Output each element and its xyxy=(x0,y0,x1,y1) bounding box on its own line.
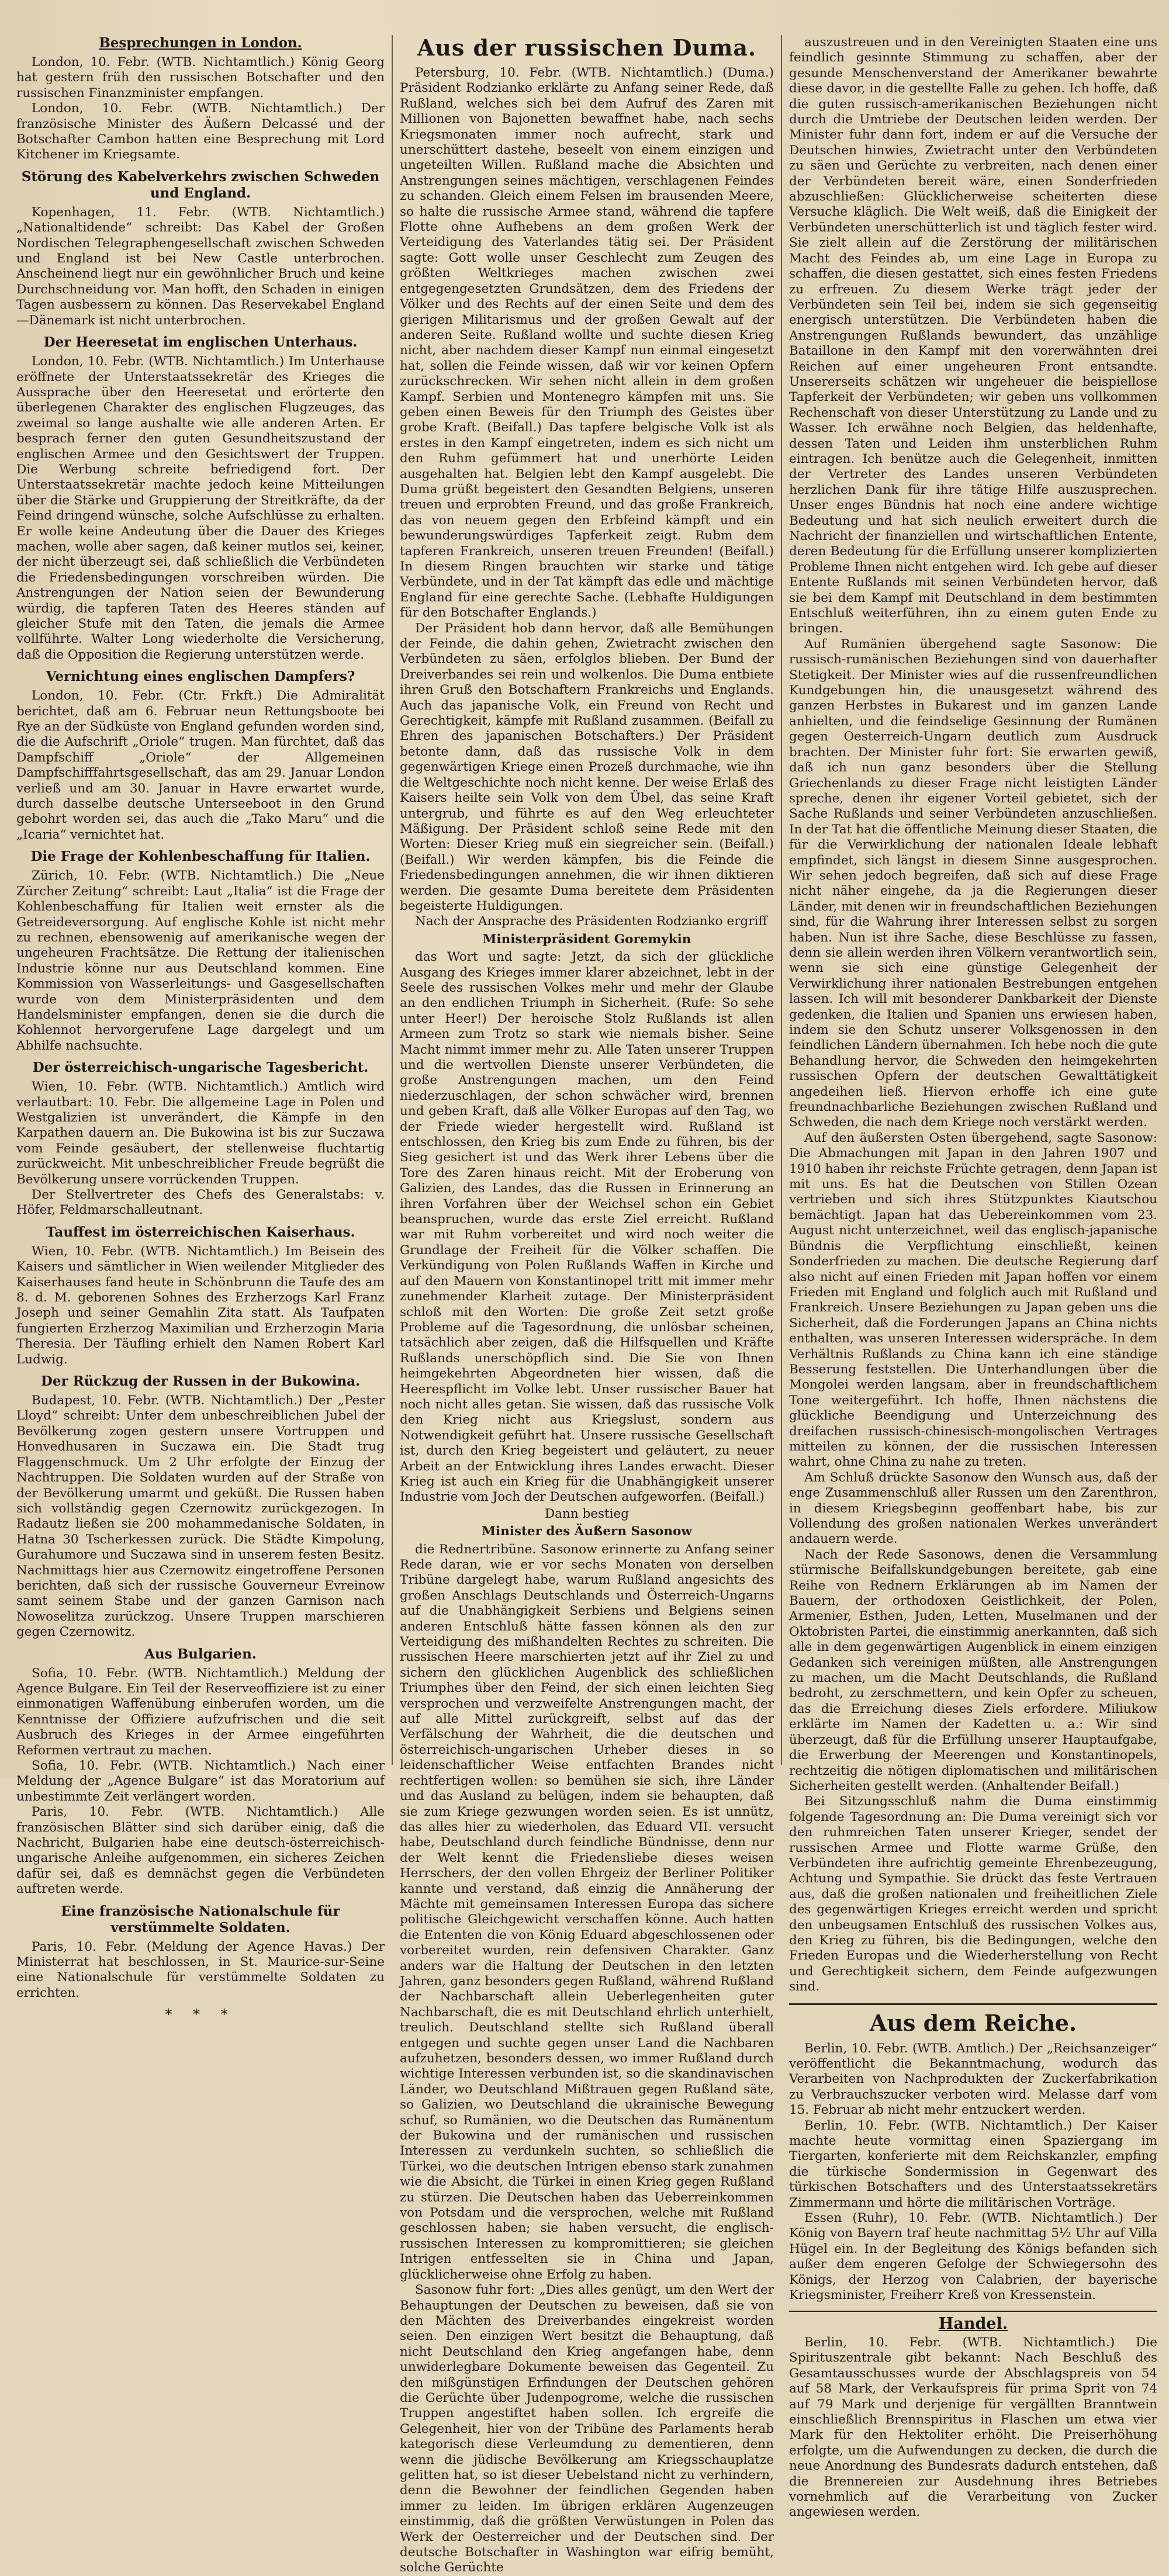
article-paragraph: das Wort und sagte: Jetzt, da sich der glückliche Ausgang des Krieges immer klarer abzeichnet, lebt in der Seele des russischen Volkes mehr und mehr der Glaube an den endlichen Triumph in Sicherheit. (Rufe: So sehe unter Heer!) Der heroische Stolz Rußlands ist allen Armeen zum Trotz so stark wie niemals bisher. Seine Macht nimmt immer mehr zu. Alle Taten unserer Truppen und die wertvollen Dienste unserer Verbündeten, die große Anstrengungen machen, um den Feind niederzuschlagen, der schon schwächer wird, brennen und geben Kraft, daß alle Völker Europas auf den Tag, wo der Friede wieder hergestellt wird. Rußland ist entschlossen, den Krieg bis zum Ende zu führen, bis der Sieg gesichert ist und das Werk ihrer Lebens über die Tore des Zaren hinaus reicht. Mit der Eroberung von Galizien, des Landes, das die Russen in Erinnerung an ihren Vorfahren über der Weichsel schon ein Gebiet beanspruchen, wurde das erste Ziel erreicht. Rußland war mit Ruhm vorbereitet und wird noch weiter die Grundlage der Freiheit für die Völker schaffen. Die Verkündigung von Polen Rußlands Waffen in Kirche und auf den Mauern von Konstantinopel tritt mit immer mehr zunehmender Klarheit zutage. Der Ministerpräsident schloß mit den Worten: Die große Zeit setzt große Probleme auf die Tagesordnung, die unlösbar scheinen, tatsächlich aber zeigen, daß die Hilfsquellen und Kräfte Rußlands unerschöpflich sind. Die Sie von Ihnen heimgekehrten Abgeordneten hier wissen, daß die Heerespflicht im Volke lebt. Unser russischer Bauer hat noch nicht alles getan. Sie wissen, daß das russische Volk den Krieg nicht aus Kriegslust, sondern aus Notwendigkeit geführt hat. Unsere russische Gesellschaft ist, durch den Krieg begeistert und geläutert, zu neuer Arbeit an der Entwicklung ihres Landes erwacht. Dieser Krieg ist auch ein Krieg für die Unabhängigkeit unserer Industrie vom Joch der Deutschen aufgeworfen. (Beifall.) xyxy=(400,950,774,1505)
article-paragraph: London, 10. Febr. (WTB. Nichtamtlich.) Der französische Minister des Äußern Delcassé und der Botschafter Cambon hatten eine Besprechung mit Lord Kitchener im Kriegsamte. xyxy=(16,101,385,162)
article-paragraph: London, 10. Febr. (WTB. Nichtamtlich.) König Georg hat gestern früh den russischen Botschafter und den russischen Finanzminister empfangen. xyxy=(16,55,385,101)
article-paragraph: London, 10. Febr. (WTB. Nichtamtlich.) Im Unterhause eröffnete der Unterstaatssekretär des Krieges die Aussprache über den Heeresetat und erörterte den überlegenen Charakter des englischen Flugzeuges, das zweimal so lange aushalte wie alle anderen Arten. Er besprach ferner den guten Gesundheitszustand der englischen Armee und den Gesichtswert der Truppen. Die Werbung schreite befriedigend fort. Der Unterstaatssekretär machte jedoch keine Mitteilungen über die Stärke und Gruppierung der Streitkräfte, da der Feind dringend wünsche, solche Aufschlüsse zu erhalten. Er wolle keine Andeutung über die Dauer des Krieges machen, wolle aber sagen, daß keiner mutlos sei, keiner, der nicht überzeugt sei, daß schließlich die Verbündeten die Friedensbedingungen vorschreiben würden. Die Anstrengungen der Nation seien der Bewunderung würdig, die tapferen Taten des Heeres ständen auf gleicher Stufe mit den Taten, die jemals die Armee vollführte. Walter Long wiederholte die Versicherung, daß die Opposition die Regierung unterstützen werde. xyxy=(16,354,385,662)
article-paragraph: Berlin, 10. Febr. (WTB. Nichtamtlich.) Der Kaiser machte heute vormittag einen Spaziergang im Tiergarten, konferierte mit dem Reichskanzler, empfing die türkische Sondermission in Gegenwart des türkischen Botschafters und des Unterstaatssekretärs Zimmermann und hörte die militärischen Vorträge. xyxy=(789,2118,1157,2210)
subheading-goremykin: Ministerpräsident Goremykin xyxy=(482,932,691,947)
headline-nationalschule: Eine französische Nationalschule für verstümmelte Soldaten. xyxy=(61,1903,340,1936)
article-paragraph: Auf den äußersten Osten übergehend, sagte Sasonow: Die Abmachungen mit Japan in den Jahren 1907 und 1910 haben ihr reichste Früchte getragen, denn Japan ist mit uns. Es hat die Deutschen von Stillen Ozean vertrieben und sich ihres Stützpunktes Kiautschou bemächtigt. Japan hat das Uebereinkommen vom 23. August nicht unterzeichnet, weil das englisch-japanische Bündnis die Verpflichtung einschließt, keinen Sonderfrieden zu machen. Die deutsche Regierung darf also nicht auf einen Frieden mit Japan hoffen vor einem Frieden mit England und folglich auch mit Rußland und Frankreich. Unsere Beziehungen zu Japan geben uns die Sicherheit, daß die Forderungen Japans an China nichts enthalten, was unseren Interessen widerspräche. In dem Verhältnis Rußlands zu China kann ich eine ständige Besserung feststellen. Die Unterhandlungen über die Mongolei werden langsam, aber in freundschaftlichem Tone weitergeführt. Ich hoffe, Ihnen nächstens die glückliche Beendigung und Unterzeichnung des dreifachen russisch-chinesisch-mongolischen Vertrages mitteilen zu können, der die russischen Interessen wahrt, ohne China zu nahe zu treten. xyxy=(789,1130,1157,1470)
article-paragraph: Paris, 10. Febr. (WTB. Nichtamtlich.) Alle französischen Blätter sind sich darüber einig, daß die Nachricht, Bulgarien habe eine deutsch-österreichisch-ungarische Anleihe aufgenommen, ein sicheres Zeichen dafür sei, daß es demnächst gegen die Verbündeten auftreten werde. xyxy=(16,1805,385,1897)
headline-kabelverkehr: Störung des Kabelverkehrs zwischen Schweden und England. xyxy=(21,168,380,201)
section-stars: * * * xyxy=(165,2006,236,2023)
article-paragraph: Auf Rumänien übergehend sagte Sasonow: Die russisch-rumänischen Beziehungen sind von dauerhafter Stetigkeit. Der Minister wies auf die russenfreundlichen Kundgebungen hin, die unausgesetzt während des ganzen Herbstes in Bukarest und im ganzen Lande anhielten, und die feindselige Gesinnung der Rumänen gegen Oesterreich-Ungarn deutlich zum Ausdruck brachten. Der Minister fuhr fort: Sie erwarten gewiß, daß ich nun ganz besonders über die Stellung Griechenlands zu dieser Frage nicht leistigten Länder spreche, denen ihr eigener Vorteil gebietet, sich der Sache Rußlands und seiner Verbündeten anzuschließen. In der Tat hat die öffentliche Meinung dieser Staaten, die für die Verwirklichung der nationalen Ideale lebhaft empfindet, sich längst in diesem Sinne ausgesprochen. Wir sehen jedoch begreifen, daß sich auf diese Frage nicht näher eingehe, da ja die Regierungen dieser Länder, mit denen wir in freundschaftlichen Beziehungen sind, für die Wahrung ihrer Interessen selbst zu sorgen haben. Nun ist ihre Sache, diese Beschlüsse zu fassen, denn sie allein werden ihren Völkern verantwortlich sein, wenn sie sich eine günstige Gelegenheit der Verwirklichung ihrer nationalen Bestrebungen entgehen lassen. Ich will mit besonderer Dankbarkeit der Dienste gedenken, die Italien und Spanien uns erwiesen haben, indem sie den Schutz unserer Volksgenossen in den feindlichen Ländern übernahmen. Ich hebe noch die gute Behandlung hervor, die Schweden den heimgekehrten russischen Opfern der deutschen Gewalttätigkeit angedeihen ließ. Hiervon erhoffe ich eine gute freundnachbarliche Beziehungen zwischen Rußland und Schweden, die nach dem Kriege noch verstärkt werden. xyxy=(789,636,1157,1130)
article-paragraph: Sasonow fuhr fort: „Dies alles genügt, um den Wert der Behauptungen der Deutschen zu beweisen, daß sie von den Mächten des Dreiverbandes eingekreist worden seien. Den einzigen Wert besitzt die Behauptung, daß nicht Deutschland den Krieg angefangen habe, denn unwiderlegbare Dokumente beweisen das Gegenteil. Zu den mißgünstigen Erfindungen der Deutschen gehören die Gerüchte über Judenpogrome, welche die russischen Truppen angestiftet haben sollen. Ich ergreife die Gelegenheit, hier von der Tribüne des Parlaments herab kategorisch diese Verleumdung zu dementieren, denn wenn die jüdische Bevölkerung am Kriegsschauplatze gelitten hat, so ist dieser Uebelstand nicht zu verhindern, denn die Bewohner der feindlichen Gegenden haben immer zu leiden. Im übrigen erklären Augenzeugen einstimmig, daß die größten Verwüstungen in Polen das Werk der Oesterreicher und der Deutschen sind. Der deutsche Botschafter in Washington war eifrig bemüht, solche Gerüchte xyxy=(400,2283,774,2575)
article-paragraph: auszustreuen und in den Vereinigten Staaten eine uns feindlich gesinnte Stimmung zu schaffen, aber der gesunde Menschenverstand der Amerikaner bewahrte diese davor, in die gestellte Falle zu gehen. Ich hoffe, daß die guten russisch-amerikanischen Beziehungen nicht durch die Umtriebe der Deutschen leiden werden. Der Minister fuhr dann fort, indem er auf die Versuche der Deutschen hinwies, Zwietracht unter den Verbündeten zu säen und Gerüchte zu verbreiten, nach denen einer der Verbündeten bereit wäre, einen Sonderfrieden abzuschließen: Glücklicherweise scheiterten diese Versuche kläglich. Die Welt weiß, daß die Einigkeit der Verbündeten unerschütterlich ist und täglich fester wird. Sie zielt allein auf die Zerstörung der militärischen Macht des Feindes ab, um eine Lage in Europa zu schaffen, die diesen gestattet, sich eines festen Friedens zu erfreuen. Zu diesem Werke trägt jeder der Verbündeten sein Teil bei, indem sie sich gegenseitig energisch unterstützen. Die Verbündeten haben die Anstrengungen Rußlands bewundert, das unzählige Bataillone in den Kampf mit den vorerwähnten drei Reichen auf einer ungeheuren Front entsandte. Unsererseits schätzen wir ungeheuer die beispiellose Tapferkeit der Verbündeten; wir geben uns vollkommen Rechenschaft von dieser Unterstützung zu Lande und zu Wasser. Ich erwähne noch Belgien, das heldenhafte, dessen Taten und Leiden ihm unsterblichen Ruhm eintragen. Ich benütze auch die Gelegenheit, inmitten der Vertreter des Landes unseren Verbündeten herzlichen Dank für ihre tätige Hilfe auszusprechen. Unser enges Bündnis hat noch eine andere wichtige Bedeutung und hat sich neulich erweitert durch die Nachricht der finanziellen und wirtschaftlichen Entente, deren Bedeutung für die Erfüllung unserer komplizierten Probleme Ihnen nicht entgehen wird. Ich gebe auf dieser Entente Rußlands mit seinen Verbündeten hervor, daß sie bei dem Kampf mit Deutschland in dem bestimmten Entschluß weiterführen, ihn zu einem guten Ende zu bringen. xyxy=(789,35,1157,636)
article-paragraph: Kopenhagen, 11. Febr. (WTB. Nichtamtlich.) „Nationaltidende“ schreibt: Das Kabel der Großen Nordischen Telegraphengesellschaft zwischen Schweden und England ist bei New Castle unterbrochen. Anscheinend liegt nur ein gewöhnlicher Bruch und keine Durchschneidung vor. Man hofft, den Schaden in einigen Tagen ausbessern zu können. Das Reservekabel England—Dänemark ist nicht unterbrochen. xyxy=(16,205,385,328)
article-paragraph: Am Schluß drückte Sasonow den Wunsch aus, daß der enge Zusammenschluß aller Russen um den Zarenthron, in diesem Kriegsbeginn geoffenbart habe, bis zur Vollendung des großen nationalen Werkes unverändert andauern werde. xyxy=(789,1470,1157,1547)
article-paragraph: Wien, 10. Febr. (WTB. Nichtamtlich.) Im Beisein des Kaisers und sämtlicher in Wien weilender Mitglieder des Kaiserhauses fand heute in Schönbrunn die Taufe des am 8. d. M. geborenen Sohnes des Erzherzogs Karl Franz Joseph und seiner Gemahlin Zita statt. Als Taufpaten fungierten Erzherzog Maximilian und Erzherzogin Maria Theresia. Der Täufling erhielt den Namen Robert Karl Ludwig. xyxy=(16,1244,385,1367)
column-divider xyxy=(781,35,782,1765)
article-paragraph: Nach der Ansprache des Präsidenten Rodzianko ergriff xyxy=(415,914,767,929)
article-paragraph: Paris, 10. Febr. (Meldung der Agence Havas.) Der Ministerrat hat beschlossen, in St. Maurice-sur-Seine eine Nationalschule für verstümmelte Soldaten zu errichten. xyxy=(16,1939,385,2000)
subheading-sasonow: Minister des Äußern Sasonow xyxy=(482,1524,692,1539)
headline-tauffest: Tauffest im österreichischen Kaiserhaus. xyxy=(46,1224,355,1240)
article-paragraph: Zürich, 10. Febr. (WTB. Nichtamtlich.) Die „Neue Zürcher Zeitung“ schreibt: Laut „Italia“ ist die Frage der Kohlenbeschaffung für Italien weit ernster als die Getreideversorgung. Auf englische Kohle ist nicht mehr zu rechnen, ebensowenig auf amerikanische wegen der ungeheuren Frachtsätze. Die Rettung der italienischen Industrie könne nur aus Deutschland kommen. Eine Kommission von Wasserleitungs- und Gasgesellschaften wurde von dem Ministerpräsidenten und dem Handelsminister empfangen, denen sie die durch die Kohlennot hervorgerufene Lage dargelegt und um Abhilfe nachsuchte. xyxy=(16,868,385,1053)
headline-bulgarien: Aus Bulgarien. xyxy=(144,1646,257,1662)
headline-tagesbericht: Der österreichisch-ungarische Tagesbericht. xyxy=(32,1060,369,1076)
article-paragraph: Berlin, 10. Febr. (WTB. Amtlich.) Der „Reichsanzeiger“ veröffentlicht die Bekanntmachung, wodurch das Verarbeiten von Nachprodukten der Zuckerfabrikation zu Verbrauchszucker verboten wird. Melasse darf vom 15. Februar ab nicht mehr entzuckert werden. xyxy=(789,2041,1157,2118)
headline-rueckzug-bukowina: Der Rückzug der Russen in der Bukowina. xyxy=(40,1373,361,1390)
article-paragraph: Budapest, 10. Febr. (WTB. Nichtamtlich.) Der „Pester Lloyd“ schreibt: Unter dem unbeschreiblichen Jubel der Bevölkerung zogen gestern unsere Vortruppen und Honvedhusaren in Suczawa ein. Die Stadt trug Flaggenschmuck. Um 2 Uhr erfolgte der Einzug der Nachtruppen. Die Soldaten wurden auf der Straße von der Bevölkerung umarmt und geküßt. Die Russen haben sich vollständig gegen Czernowitz zurückgezogen. In Radautz ließen sie 200 mohammedanische Soldaten, in Hatna 30 Tscherkessen zurück. Die Städte Kimpolung, Gurahumore und Suczawa sind in unserem festen Besitz. Nachmittags hier aus Czernowitz eingetroffene Personen berichten, daß sich der russische Gouverneur Evreinow samt seinem Stabe und der ganzen Garnison nach Nowoselitza zurückzog. Unsere Truppen marschieren gegen Czernowitz. xyxy=(16,1393,385,1640)
article-paragraph: Essen (Ruhr), 10. Febr. (WTB. Nichtamtlich.) Der König von Bayern traf heute nachmittag 5½ Uhr auf Villa Hügel ein. In der Begleitung des Königs befanden sich außer dem engeren Gefolge der Schwiegersohn des Königs, der Herzog von Calabrien, der bayerische Kriegsminister, Freiherr Kreß von Kressenstein. xyxy=(789,2211,1157,2303)
headline-handel: Handel. xyxy=(789,2311,1157,2332)
headline-heeresetat: Der Heeresetat im englischen Unterhaus. xyxy=(43,334,358,351)
article-paragraph: Wien, 10. Febr. (WTB. Nichtamtlich.) Amtlich wird verlautbart: 10. Febr. Die allgemeine Lage in Polen und Westgalizien ist unverändert, die Kämpfe in den Karpathen dauern an. Die Bukowina ist bis zur Suczawa vom Feinde gesäubert, der stellenweise fluchtartig zurückweicht. Mit unbeschreiblicher Freude begrüßt die Bevölkerung unsere vorrückenden Truppen. xyxy=(16,1079,385,1187)
headline-duma: Aus der russischen Duma. xyxy=(417,34,757,61)
article-paragraph: die Rednertribüne. Sasonow erinnerte zu Anfang seiner Rede daran, wie er vor sechs Monaten von derselben Tribüne dargelegt habe, warum Rußland angesichts des großen Anschlags Deutschlands und Österreich-Ungarns auf die Unabhängigkeit Serbiens und Belgiens seinen anderen Entschluß hätte fassen können als den zur Verteidigung des mißhandelten Rechtes zu schreiten. Die russischen Heere marschierten jetzt auf ihr Ziel zu und sichern den glücklichen Augenblick des schließlichen Triumphes über den Feind, der sich einen leichten Sieg versprochen und verzweifelte Anstrengungen macht, der auf alle Mittel zurückgreift, selbst auf das der Verfälschung der Wahrheit, die die deutschen und österreichisch-ungarischen Urheber dieses in so leidenschaftlicher Weise entfachten Brandes nicht rechtfertigen wollen: so bemühen sie sich, ihre Länder und das Ausland zu belügen, indem sie behaupten, daß sie zum Kriege gezwungen worden seien. Es ist unnütz, das alles hier zu wiederholen, das Eduard VII. versucht habe, Deutschland durch feindliche Bündnisse, denn nur der Welt kennt die Friedensliebe dieses weisen Herrschers, der den vollen Ehrgeiz der Berliner Politiker kannte und verstand, daß einzig die Annäherung der Mächte mit gemeinsamen Interessen Europa das sichere politische Gleichgewicht verschaffen könne. Auch hatten die Ententen die von König Eduard abgeschlossenen oder vorbereitet wurden, rein defensiven Charakter. Ganz anders war die Haltung der Deutschen in den letzten Jahren, ganz besonders gegen Rußland, während Rußland der Nachbarschaft allein Ueberlegenheiten guter Nachbarschaft, die es mit Deutschland ehrlich unterhielt, treulich. Deutschland stellte sich Rußland überall entgegen und suchte gegen unser Land die Nachbaren aufzuhetzen, besonders dessen, wo immer Rußland durch wichtige Interessen verbunden ist, so die skandinavischen Länder, wo Deutschland Mißtrauen gegen Rußland säte, so Galizien, wo Deutschland die ukrainische Bewegung schuf, so Rumänien, wo die Deutschen das Rumänentum der Bukowina und der rumänischen und russischen Interessen zu verdunkeln suchten, so schließlich die Türkei, wo die deutschen Intrigen ebenso stark zunahmen wie die Absicht, die Türkei in einen Krieg gegen Rußland zu stürzen. Die Deutschen haben das Ueberreinkommen von Potsdam und die versprochen, welche mit Rußland geschlossen haben; sie haben versucht, die englisch-russischen Interessen zu kompromittieren; sie gleichen Intrigen entfesselten sie in China und Japan, glücklicherweise ohne Erfolg zu haben. xyxy=(400,1542,774,2282)
left-column xyxy=(16,35,385,2023)
article-paragraph: Petersburg, 10. Febr. (WTB. Nichtamtlich.) (Duma.) Präsident Rodzianko erklärte zu Anfang seiner Rede, daß Rußland, welches sich bei dem Aufruf des Zaren mit Millionen von Bajonetten bewaffnet habe, nach sechs Kriegsmonaten immer noch aufrecht, stark und unerschüttert dastehe, beseelt von einem einzigen und ungeteilten Willen. Rußland mache die Absichten und Anstrengungen seines mächtigen, verschlagenen Feindes zu schanden. Gleich einem Felsen im brausenden Meere, so halte die russische Armee stand, während die tapfere Flotte ohne Aufhebens an dem großen Werk der Verteidigung des Vaterlandes tätig sei. Der Präsident sagte: Gott wolle unser Geschlecht zum Zeugen des größten Weltkrieges machen zwischen zwei entgegengesetzten Grundsätzen, dem des Friedens der Völker und des Rechts auf der einen Seite und dem des gierigen Militarismus und der großen Gewalt auf der anderen Seite. Rußland wollte und suchte diesen Krieg nicht, aber nachdem dieser Kampf nun einmal eingesetzt hat, sollen die Feinde wissen, daß wir vor keinen Opfern zurückschrecken. Wir sehen nicht allein in dem großen Kampf. Serbien und Montenegro kämpfen mit uns. Sie geben einen Beweis für den Triumph des Geistes über grobe Kraft. (Beifall.) Das tapfere belgische Volk ist als erstes in den Kampf eingetreten, indem es sich nicht um den Ruhm gefümmert hat und unerhörte Leiden ausgehalten hat. Belgien lebt den Kampf ausgelebt. Die Duma grüßt begeistert den Gesandten Belgiens, unseren treuen und erprobten Freund, und das große Frankreich, das von neuem gegen den Erbfeind kämpft und ein bewunderungswürdiges Tapferkeit zeigt. Rubm dem tapferen Frankreich, unseren treuen Freunden! (Beifall.) In diesem Ringen brauchten wir starke und tätige Verbündete, und in der Tat kämpft das edle und mächtige England für eine gerechte Sache. (Lebhafte Huldigungen für den Botschafter Englands.) xyxy=(400,65,774,621)
article-paragraph: Bei Sitzungsschluß nahm die Duma einstimmig folgende Tagesordnung an: Die Duma vereinigt sich vor den ruhmreichen Taten unserer Krieger, sendet der russischen Armee und Flotte warme Grüße, den Verbündeten ihre aufrichtig gemeinte Ehrenbezeugung, Achtung und Sympathie. Sie drückt das feste Vertrauen aus, daß die großen nationalen und freiheitlichen Ziele des gegenwärtigen Krieges erreicht werden und spricht den unbeugsamen Entschluß des russischen Volkes aus, den Krieg zu führen, bis die Bedingungen, welche den Frieden Europas und die Wiederherstellung von Recht und Gerechtigkeit sichern, dem Feinde aufgezwungen sind. xyxy=(789,1794,1157,1995)
headline-aus-dem-reiche: Aus dem Reiche. xyxy=(789,2003,1157,2037)
middle-column xyxy=(400,34,774,2575)
article-paragraph: Sofia, 10. Febr. (WTB. Nichtamtlich.) Meldung der Agence Bulgare. Ein Teil der Reserveoffiziere ist zu einer einmonatigen Waffenübung einberufen worden, um die Kenntnisse der Offiziere aufzufrischen und die seit Ausbruch des Krieges in der Armee eingeführten Reformen vertraut zu machen. xyxy=(16,1666,385,1758)
article-paragraph: London, 10. Febr. (Ctr. Frkft.) Die Admiralität berichtet, daß am 6. Februar neun Rettungsboote bei Rye an der Südküste von England gefunden worden sind, die die Aufschrift „Oriole“ trugen. Man fürchtet, daß das Dampfschiff „Oriole“ der Allgemeinen Dampfschifffahrtsgesellschaft, das am 29. Januar London verließ und am 30. Januar in Havre erwartet wurde, durch dasselbe deutsche Unterseeboot in den Grund gebohrt worden sei, das auch die „Tako Maru“ und die „Icaria“ vernichtet hat. xyxy=(16,688,385,842)
article-paragraph: Berlin, 10. Febr. (WTB. Nichtamtlich.) Die Spirituszentrale gibt bekannt: Nach Beschluß des Gesamtausschusses wurde der Abschlagspreis von 54 auf 58 Mark, der Verkaufspreis für prima Sprit von 74 auf 79 Mark und derjenige für vergällten Branntwein einschließlich Brennspiritus in Flaschen um etwa vier Mark für den Hektoliter erhöht. Die Preiserhöhung erfolgte, um die Aufwendungen zu decken, die durch die neue Anordnung des Bundesrats dadurch entstehen, daß die Brennereien zur Ausdehnung ihres Betriebes vornehmlich auf die Verarbeitung von Zucker angewiesen werden. xyxy=(789,2335,1157,2520)
headline-kohlen-italien: Die Frage der Kohlenbeschaffung für Italien. xyxy=(30,849,371,865)
article-paragraph: Nach der Rede Sasonows, denen die Versammlung stürmische Beifallskundgebungen bereitete, gab eine Reihe von Rednern Erklärungen ab im Namen der Bauern, der orthodoxen Geistlichkeit, der Polen, Armenier, Esthen, Juden, Letten, Muselmanen und der Oktobristen Partei, die einstimmig anerkannten, daß sich alle in dem gegenwärtigen Augenblick in einem einzigen Gedanken sich vereinigen müßten, alle Anstrengungen zu machen, um die Macht Deutschlands, die Rußland bedroht, zu zerschmettern, und kein Opfer zu scheuen, das die Erreichung dieses Ziels erfordere. Miliukow erklärte im Namen der Kadetten u. a.: Wir sind überzeugt, daß für die Erfüllung unserer Hauptaufgabe, die Erwerbung der Meerengen und Konstantinopels, rechtzeitig die nötigen diplomatischen und militärischen Sicherheiten gestellt werden. (Anhaltender Beifall.) xyxy=(789,1547,1157,1793)
article-paragraph: Der Präsident hob dann hervor, daß alle Bemühungen der Feinde, die dahin gehen, Zwietracht zwischen den Verbündeten zu säen, erfolglos blieben. Der Bund der Dreiverbandes sei rein und wolkenlos. Die Duma entbiete ihren Gruß den Botschaftern Frankreichs und Englands. Auch das japanische Volk, ein Freund von Recht und Gerechtigkeit, kämpfe mit Rußland zusammen. (Beifall zu Ehren des japanischen Botschafters.) Der Präsident betonte dann, daß das russische Volk in dem gegenwärtigen Kriege einen Prozeß durchmache, wie ihn die Weltgeschichte noch nicht kenne. Der weise Erlaß des Kaisers heilte sein Volk von dem Übel, das seine Kraft untergrub, und führte es auf den Weg erleuchteter Mäßigung. Der Präsident schloß seine Rede mit den Worten: Dieser Krieg muß ein siegreicher sein. (Beifall.) (Beifall.) Wir werden kämpfen, bis die Feinde die Friedensbedingungen annehmen, die wir ihnen diktieren werden. Die gesamte Duma bereitete dem Präsidenten begeisterte Huldigungen. xyxy=(400,621,774,913)
article-paragraph: Sofia, 10. Febr. (WTB. Nichtamtlich.) Nach einer Meldung der „Agence Bulgare“ ist das Moratorium auf unbestimmte Zeit verlängert worden. xyxy=(16,1758,385,1804)
column-divider xyxy=(392,35,393,1765)
right-column xyxy=(789,35,1157,2520)
headline-dampfer: Vernichtung eines englischen Dampfers? xyxy=(46,669,355,685)
signature-line: Der Stellvertreter des Chefs des Generalstabs: v. Höfer, Feldmarschalleutnant. xyxy=(16,1187,385,1218)
transition-line: Dann bestieg xyxy=(544,1506,630,1521)
headline-besprechungen: Besprechungen in London. xyxy=(99,35,302,51)
